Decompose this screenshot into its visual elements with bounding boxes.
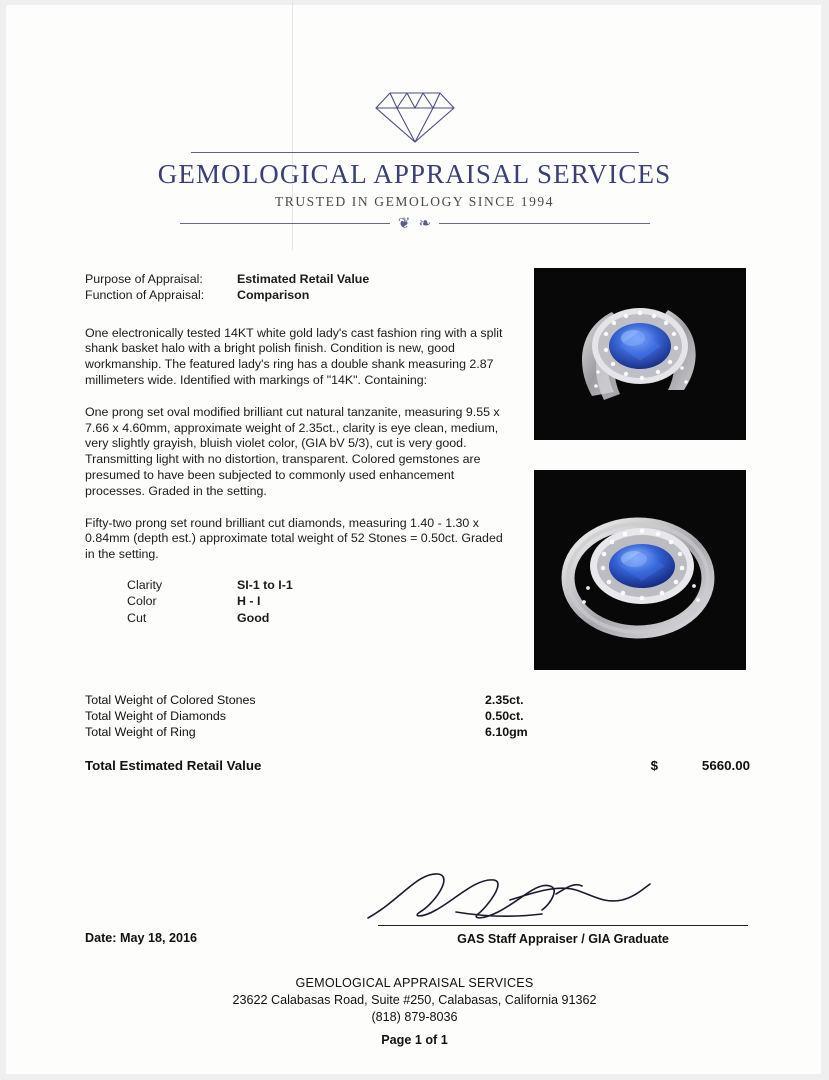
total-value-diamonds: 0.50ct.: [485, 709, 524, 723]
company-name: GEMOLOGICAL APPRAISAL SERVICES: [157, 159, 672, 189]
total-label-diamonds: Total Weight of Diamonds: [85, 709, 226, 723]
total-label-ring-weight: Total Weight of Ring: [85, 725, 196, 739]
purpose-row: [85, 272, 515, 288]
diamond-icon: [372, 88, 458, 146]
flourish-left-icon: ❦: [397, 215, 411, 232]
company-tagline: TRUSTED IN GEMOLOGY SINCE 1994: [274, 194, 555, 209]
purpose-label: Purpose of Appraisal:: [85, 272, 203, 286]
spec-value-cut: Good: [237, 610, 270, 625]
table-row: [85, 708, 745, 724]
total-value-ring-weight: 6.10gm: [485, 725, 528, 739]
description-paragraph-2: One prong set oval modified brilliant cut natural tanzanite, measuring 9.55 x 7.66 x 4.60mm, approximate weight of 2.35ct., clarity is eye clean, medium, very slightly grayish, bluish violet color, (GIA bV 5/3), cut is very good. Transmitting light with no distortion, transparent. Colored gemstones are presumed to have been subjected to commonly used enhancement processes. Graded in the setting.: [85, 404, 500, 498]
grand-total-label: Total Estimated Retail Value: [85, 758, 262, 773]
header-rule-bottom: [180, 216, 650, 231]
footer-phone: (818) 879-8036: [371, 1010, 458, 1024]
ring-image-bottom: [534, 470, 746, 670]
grand-total-row: [85, 758, 750, 773]
function-value: Comparison: [237, 287, 310, 302]
description-paragraph-1: One electronically tested 14KT white gold lady's cast fashion ring with a split shank basket halo with a bright polish finish. Condition is new, good workmanship. The featured lady's ring has a double shank measuring 2.87 millimeters wide. Identified with markings of "14K". Containing:: [85, 325, 503, 387]
spec-value-clarity: SI-1 to I-1: [237, 577, 293, 592]
spec-label-cut: Cut: [127, 610, 147, 625]
header-rule-top: [191, 152, 639, 153]
ring-photo-top: [534, 268, 746, 440]
ring-photo-bottom: [534, 470, 746, 670]
function-label: Function of Appraisal:: [85, 287, 205, 302]
table-row: [127, 593, 515, 610]
grand-total-currency: $: [650, 758, 658, 773]
footer-page-number: Page 1 of 1: [381, 1033, 448, 1047]
document-footer: [0, 975, 829, 1049]
function-row: [85, 288, 515, 304]
diamond-spec-table: [127, 577, 515, 627]
grand-total-amount: 5660.00: [701, 758, 750, 773]
scan-edge-top: [0, 0, 829, 5]
appraisal-body: [85, 272, 515, 626]
spec-value-color: H - I: [237, 594, 261, 609]
appraisal-date: Date: May 18, 2016: [85, 931, 198, 945]
table-row: [85, 724, 745, 740]
description-paragraph-3: Fifty-two prong set round brilliant cut diamonds, measuring 1.40 - 1.30 x 0.84mm (depth est.) approximate total weight of 52 Stones = 0.50ct. Graded in the setting.: [85, 515, 503, 562]
flourish-right-icon: ❧: [418, 215, 432, 232]
total-value-colored-stones: 2.35ct.: [485, 693, 524, 707]
table-row: [127, 610, 515, 627]
spec-label-color: Color: [127, 594, 157, 609]
spec-label-clarity: Clarity: [127, 577, 163, 592]
signature-line: [378, 925, 748, 926]
footer-company: GEMOLOGICAL APPRAISAL SERVICES: [295, 976, 534, 990]
totals-section: [85, 692, 745, 740]
document-header: [0, 88, 829, 231]
table-row: [127, 577, 515, 594]
signature-caption: GAS Staff Appraiser / GIA Graduate: [457, 932, 669, 946]
purpose-value: Estimated Retail Value: [237, 272, 370, 286]
table-row: [85, 692, 745, 708]
signature-mark: [360, 860, 660, 930]
total-label-colored-stones: Total Weight of Colored Stones: [85, 693, 256, 707]
ring-image-top: [534, 268, 746, 440]
footer-address: 23622 Calabasas Road, Suite #250, Calabasas, California 91362: [232, 993, 597, 1007]
scan-edge-bottom: [0, 1074, 829, 1080]
